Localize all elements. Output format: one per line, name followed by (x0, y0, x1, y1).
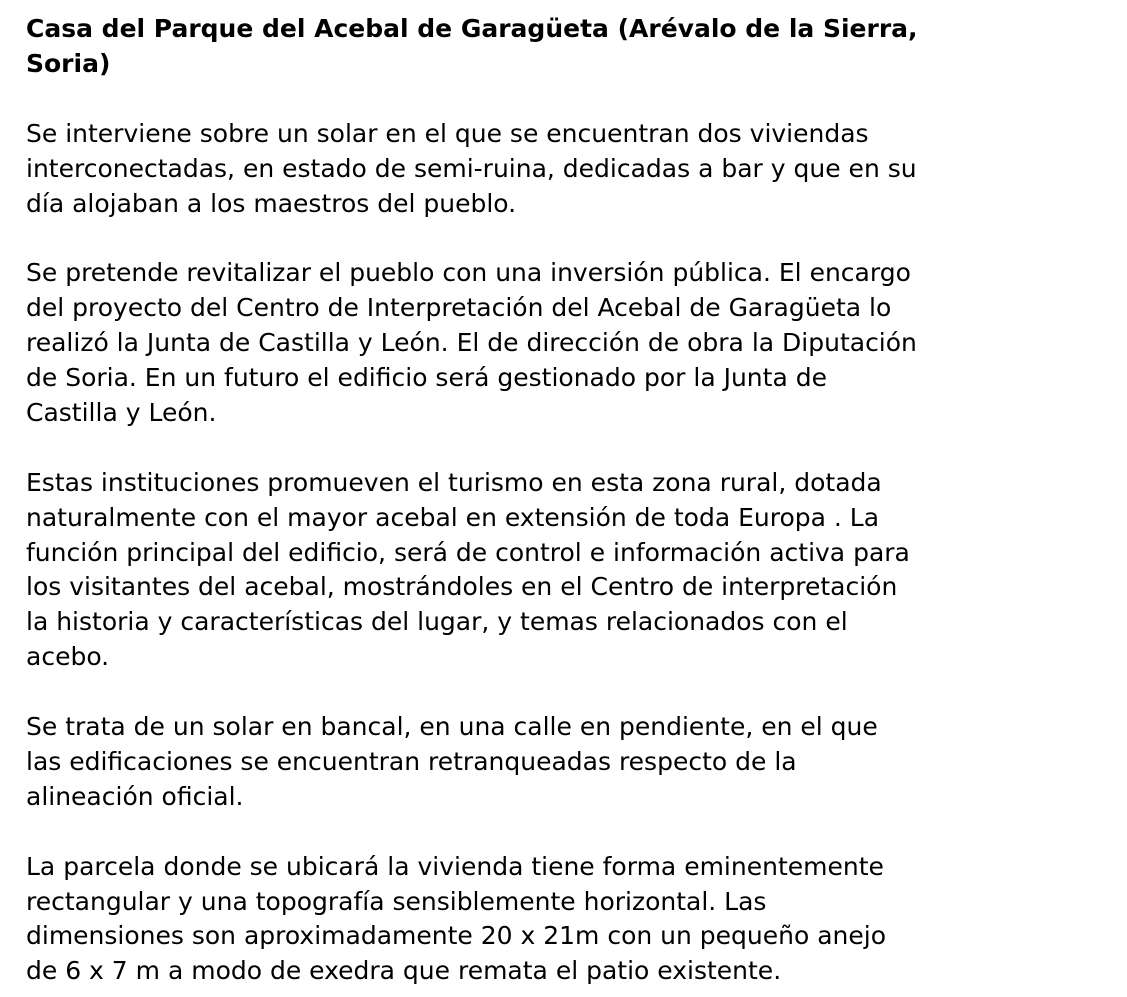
paragraph-line: función principal del edificio, será de control e información activa para (26, 537, 910, 567)
paragraph-line: acebo. (26, 642, 110, 672)
paragraph-line: Se interviene sobre un solar en el que se encuentran dos viviendas (26, 118, 869, 148)
paragraph-line: día alojaban a los maestros del pueblo. (26, 188, 517, 218)
paragraph-plot-dimensions (26, 850, 1106, 990)
paragraph-line: rectangular y una topografía sensiblemente horizontal. Las (26, 886, 767, 916)
paragraph-line: de 6 x 7 m a modo de exedra que remata el patio existente. (26, 956, 782, 986)
document-title (26, 12, 1106, 82)
paragraph-line: dimensiones son aproximadamente 20 x 21m con un pequeño anejo (26, 921, 887, 951)
paragraph-site-topography (26, 710, 1106, 815)
title-line: Casa del Parque del Acebal de Garagüeta (Arévalo de la Sierra, (26, 14, 918, 43)
paragraph-line: la historia y características del lugar, y temas relacionados con el (26, 607, 848, 637)
paragraph-line: de Soria. En un futuro el edificio será gestionado por la Junta de (26, 363, 827, 393)
paragraph-line: realizó la Junta de Castilla y León. El de dirección de obra la Diputación (26, 328, 917, 358)
paragraph-line: las edificaciones se encuentran retranqueadas respecto de la (26, 746, 797, 776)
paragraph-line: alineación oficial. (26, 781, 244, 811)
paragraph-line: los visitantes del acebal, mostrándoles en el Centro de interpretación (26, 572, 898, 602)
paragraph-tourism-function (26, 466, 1106, 675)
paragraph-line: naturalmente con el mayor acebal en extensión de toda Europa . La (26, 502, 880, 532)
paragraph-line: del proyecto del Centro de Interpretación del Acebal de Garagüeta lo (26, 293, 892, 323)
document-page (26, 12, 1106, 989)
paragraph-line: interconectadas, en estado de semi-ruina, dedicadas a bar y que en su (26, 153, 917, 183)
paragraph-line: Estas instituciones promueven el turismo en esta zona rural, dotada (26, 467, 882, 497)
title-line: Soria) (26, 48, 111, 78)
paragraph-line: Se pretende revitalizar el pueblo con una inversión pública. El encargo (26, 258, 911, 288)
paragraph-project-purpose (26, 256, 1106, 431)
paragraph-line: La parcela donde se ubicará la vivienda tiene forma eminentemente (26, 851, 884, 881)
paragraph-site-description (26, 117, 1106, 222)
paragraph-line: Se trata de un solar en bancal, en una calle en pendiente, en el que (26, 712, 878, 742)
paragraph-line: Castilla y León. (26, 397, 217, 427)
